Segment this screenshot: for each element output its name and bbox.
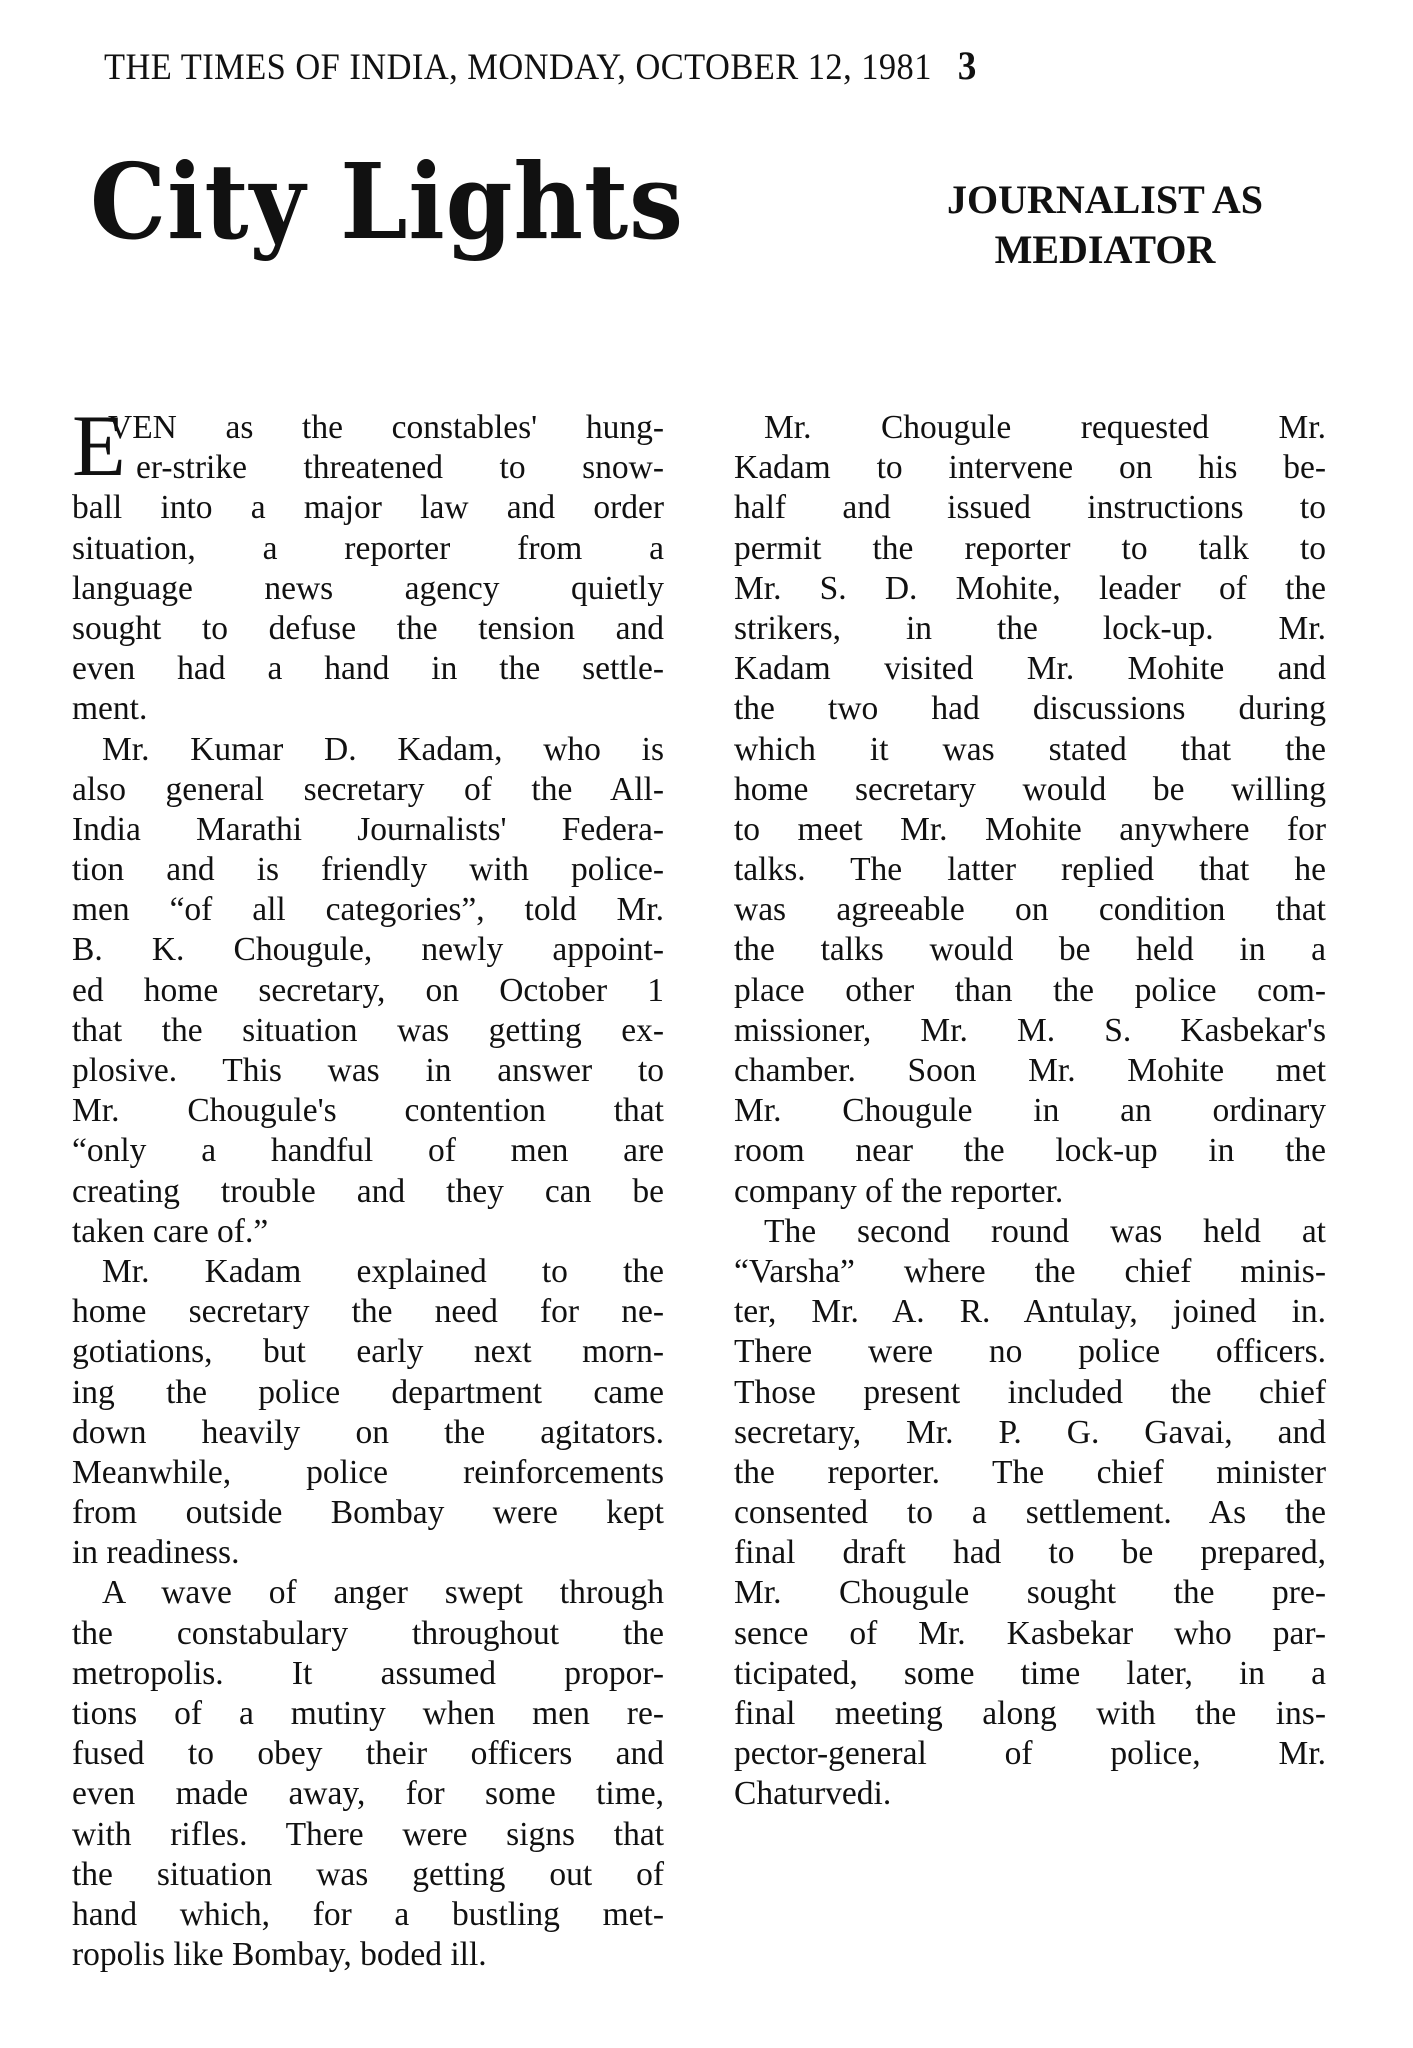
article-line: permit the reporter to talk to xyxy=(734,529,1326,567)
headline-line-1: JOURNALIST AS xyxy=(946,177,1264,222)
article-line: tions of a mutiny when men re- xyxy=(72,1695,664,1732)
headline xyxy=(900,175,1310,275)
article-line: home secretary the need for ne- xyxy=(72,1293,664,1331)
article-line: ter, Mr. A. R. Antulay, joined in. xyxy=(734,1293,1326,1331)
article-line: situation, a reporter from a xyxy=(72,529,664,567)
article-line: the constabulary throughout the xyxy=(72,1614,664,1652)
article-line: Meanwhile, police reinforcements xyxy=(72,1453,664,1491)
article-line: sought to defuse the tension and xyxy=(72,609,664,647)
article-line: The second round was held at xyxy=(764,1212,1326,1250)
article-line: taken care of.” xyxy=(72,1212,269,1250)
article-line: down heavily on the agitators. xyxy=(72,1413,664,1451)
article-line: plosive. This was in answer to xyxy=(72,1052,664,1089)
article-column-right xyxy=(734,408,1326,1815)
article-line: ropolis like Bombay, boded ill. xyxy=(72,1936,487,1974)
page-number: 3 xyxy=(957,43,977,88)
article-line: ed home secretary, on October 1 xyxy=(72,971,664,1009)
article-line: the situation was getting out of xyxy=(72,1855,664,1893)
article-line: strikers, in the lock-up. Mr. xyxy=(734,609,1326,647)
article-line: which it was stated that the xyxy=(734,730,1326,768)
article-line: Mr. S. D. Mohite, leader of the xyxy=(734,569,1326,607)
article-line: even made away, for some time, xyxy=(72,1775,664,1813)
article-line: the talks would be held in a xyxy=(734,931,1326,969)
article-line: half and issued instructions to xyxy=(734,489,1326,527)
article-line: There were no police officers. xyxy=(734,1333,1326,1371)
article-line: Mr. Chougule sought the pre- xyxy=(734,1574,1326,1612)
article-line: from outside Bombay were kept xyxy=(72,1494,664,1532)
article-line: also general secretary of the All- xyxy=(72,770,664,808)
article-line: even had a hand in the settle- xyxy=(72,650,664,688)
article-line: er-strike threatened to snow- xyxy=(136,449,664,487)
article-line: final meeting along with the ins- xyxy=(734,1695,1326,1732)
article-line: B. K. Chougule, newly appoint- xyxy=(72,931,664,969)
article-line: language news agency quietly xyxy=(72,569,664,607)
article-line: Mr. Chougule in an ordinary xyxy=(734,1092,1326,1130)
article-line: fused to obey their officers and xyxy=(72,1735,664,1773)
article-line: Those present included the chief xyxy=(734,1373,1326,1411)
article-line: the reporter. The chief minister xyxy=(734,1453,1326,1491)
article-line: missioner, Mr. M. S. Kasbekar's xyxy=(734,1011,1326,1049)
article-line: place other than the police com- xyxy=(734,971,1326,1009)
article-line: home secretary would be willing xyxy=(734,770,1326,808)
drop-cap: E xyxy=(72,398,126,495)
article-line: metropolis. It assumed propor- xyxy=(72,1654,664,1692)
article-line: ball into a major law and order xyxy=(72,489,664,527)
article-line: Mr. Chougule requested Mr. xyxy=(764,409,1326,446)
article-line: Mr. Kadam explained to the xyxy=(102,1252,664,1290)
article-line: gotiations, but early next morn- xyxy=(72,1333,664,1371)
article-line: in readiness. xyxy=(72,1534,240,1572)
article-line: talks. The latter replied that he xyxy=(734,851,1326,889)
article-line: Mr. Chougule's contention that xyxy=(72,1092,664,1130)
article-line: was agreeable on condition that xyxy=(734,891,1326,929)
article-line: Kadam to intervene on his be- xyxy=(734,449,1326,487)
article-line: with rifles. There were signs that xyxy=(72,1815,664,1853)
article-line: final draft had to be prepared, xyxy=(734,1534,1326,1572)
article-column-left xyxy=(72,398,664,1975)
article-line: the two had discussions during xyxy=(734,690,1326,728)
article-line: sence of Mr. Kasbekar who par- xyxy=(734,1614,1326,1652)
article-line: men “of all categories”, told Mr. xyxy=(72,891,664,929)
article-line: consented to a settlement. As the xyxy=(734,1494,1326,1532)
article-line: that the situation was getting ex- xyxy=(72,1011,664,1049)
article-line: chamber. Soon Mr. Mohite met xyxy=(734,1052,1326,1089)
article-line: Mr. Kumar D. Kadam, who is xyxy=(102,730,664,768)
article-line: secretary, Mr. P. G. Gavai, and xyxy=(734,1413,1326,1451)
article-line: A wave of anger swept through xyxy=(102,1574,664,1612)
article-line: Kadam visited Mr. Mohite and xyxy=(734,650,1326,688)
article-line: VEN as the constables' hung- xyxy=(108,409,664,446)
masthead xyxy=(104,42,977,89)
article-line: ing the police department came xyxy=(72,1373,664,1411)
article-line: “only a handful of men are xyxy=(72,1132,664,1170)
article-line: ticipated, some time later, in a xyxy=(734,1654,1326,1692)
article-line: room near the lock-up in the xyxy=(734,1132,1326,1170)
headline-line-2: MEDIATOR xyxy=(994,227,1216,272)
article-line: Chaturvedi. xyxy=(734,1775,892,1813)
article-line: hand which, for a bustling met- xyxy=(72,1895,664,1933)
article-line: pector-general of police, Mr. xyxy=(734,1735,1326,1773)
article-line: to meet Mr. Mohite anywhere for xyxy=(734,810,1326,848)
article-line: ment. xyxy=(72,690,148,728)
article-line: “Varsha” where the chief minis- xyxy=(734,1252,1326,1290)
article-line: company of the reporter. xyxy=(734,1172,1064,1210)
column-title: City Lights xyxy=(90,140,684,263)
masthead-text: THE TIMES OF INDIA, MONDAY, OCTOBER 12, 1981 xyxy=(104,47,932,88)
article-line: creating trouble and they can be xyxy=(72,1172,664,1210)
article-line: India Marathi Journalists' Federa- xyxy=(72,810,664,848)
article-line: tion and is friendly with police- xyxy=(72,851,664,889)
